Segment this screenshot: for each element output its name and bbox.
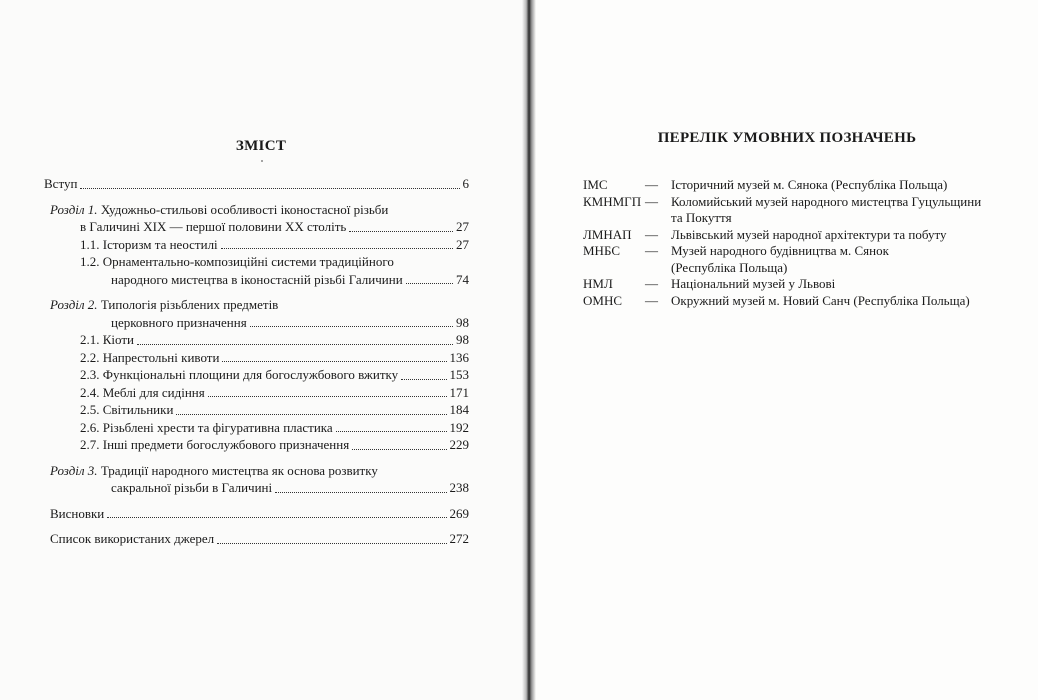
toc-entry-text: 2.4. Меблі для сидіння — [80, 384, 205, 400]
toc-entry-text: 2.5. Світильники — [80, 402, 174, 417]
chapter-label: Розділ 3. — [50, 462, 98, 478]
leader-dots — [352, 449, 446, 450]
toc-entry-text: 1.2. Орнаментально-композиційні системи традиційного — [80, 254, 394, 269]
table-of-contents — [44, 175, 469, 548]
toc-entry-2-7[interactable] — [44, 436, 469, 454]
toc-page-number: 171 — [449, 384, 469, 400]
toc-entry-2-1[interactable] — [44, 331, 469, 349]
dash-separator: — — [645, 193, 658, 209]
abbreviation-code: КМНМГП — [583, 193, 642, 209]
toc-entry-conclusions[interactable] — [44, 505, 469, 523]
toc-entry-text: 2.7. Інші предмети богослужбового призначення — [80, 437, 350, 452]
abbreviation-description: Львівський музей народної архітектури та побуту — [671, 226, 947, 242]
abbreviations-title: ПЕРЕЛІК УМОВНИХ ПОЗНАЧЕНЬ — [657, 130, 917, 146]
toc-title: ЗМІСТ — [235, 138, 287, 154]
toc-entry-chapter-3[interactable] — [44, 479, 469, 497]
abbreviation-description: Національний музей у Львові — [671, 276, 836, 291]
toc-entry-chapter-1-line-1[interactable] — [44, 201, 469, 219]
toc-entry-text: 1.1. Історизм та неостилі — [80, 236, 218, 252]
toc-page-number: 238 — [449, 480, 469, 495]
toc-entry-1-2[interactable] — [44, 271, 469, 289]
dash-separator: — — [645, 292, 658, 308]
abbreviation-row — [583, 227, 1023, 244]
toc-entry-sources[interactable] — [44, 530, 469, 548]
abbreviation-code: ЛМНАП — [583, 226, 632, 242]
toc-page-number: 6 — [462, 176, 469, 191]
toc-page-number: 98 — [456, 332, 469, 347]
dash-separator: — — [645, 243, 658, 258]
leader-dots — [222, 361, 446, 362]
toc-page-number: 272 — [449, 531, 469, 546]
toc-entry-text: сакральної різьби в Галичині — [111, 480, 273, 495]
leader-dots — [137, 344, 453, 345]
toc-entry-2-3[interactable] — [44, 366, 469, 384]
toc-page-number: 136 — [449, 349, 469, 365]
toc-entry-2-6[interactable] — [44, 419, 469, 437]
leader-dots — [176, 414, 446, 415]
toc-entry-2-2[interactable] — [44, 349, 469, 367]
toc-entry-text: Художньо-стильові особливості іконостасної різьби — [100, 201, 389, 217]
toc-entry-text: Висновки — [50, 505, 105, 521]
toc-entry-text: 2.1. Кіоти — [80, 332, 134, 347]
chapter-label: Розділ 2. — [50, 297, 98, 312]
dash-separator: — — [645, 276, 658, 291]
toc-page-number: 27 — [456, 236, 469, 252]
toc-page-number: 27 — [456, 219, 469, 234]
abbreviation-row — [583, 177, 1023, 194]
abbreviation-code: НМЛ — [583, 276, 613, 291]
abbreviation-description: Історичний музей м. Сянока (Республіка Польща) — [671, 177, 948, 192]
dash-separator: — — [645, 177, 658, 192]
toc-entry-text: 2.2. Напрестольні кивоти — [80, 349, 220, 365]
abbreviation-code: ІМС — [583, 177, 608, 192]
toc-entry-1-1[interactable] — [44, 236, 469, 254]
leader-dots — [208, 396, 447, 397]
toc-entry-2-4[interactable] — [44, 384, 469, 402]
toc-entry-text: Типологія різьблених предметів — [100, 297, 279, 312]
leader-dots — [406, 283, 453, 284]
toc-entry-chapter-1[interactable] — [44, 218, 469, 236]
abbreviation-row — [583, 276, 1023, 293]
toc-entry-text: Вступ — [44, 176, 78, 191]
toc-page-number: 184 — [449, 402, 469, 417]
abbreviation-description: Окружний музей м. Новий Санч (Республіка Польща) — [671, 292, 970, 308]
leader-dots — [401, 379, 446, 380]
toc-page-number: 153 — [449, 367, 469, 382]
toc-page-number: 269 — [449, 505, 469, 521]
leader-dots — [275, 492, 446, 493]
leader-dots — [107, 517, 446, 518]
toc-entry-intro[interactable] — [44, 175, 469, 193]
toc-entry-text: Список використаних джерел — [50, 531, 215, 546]
chapter-label: Розділ 1. — [50, 201, 98, 217]
toc-entry-text: в Галичині XIX — першої половини XX століть — [80, 219, 347, 234]
toc-entry-text: Традиції народного мистецтва як основа розвитку — [100, 462, 378, 478]
toc-entry-text: 2.3. Функціональні площини для богослужбового вжитку — [80, 367, 399, 382]
abbreviation-row — [583, 293, 1023, 310]
right-page — [536, 0, 1038, 700]
leader-dots — [217, 543, 446, 544]
ink-speck — [261, 160, 263, 162]
dash-separator: — — [645, 226, 658, 242]
toc-entry-text: 2.6. Різьблені хрести та фігуративна пластика — [80, 419, 333, 435]
toc-entry-chapter-3-line-1[interactable] — [44, 462, 469, 480]
leader-dots — [336, 431, 447, 432]
toc-page-number: 229 — [449, 437, 469, 452]
toc-entry-text: народного мистецтва в іконостасній різьбі Галичини — [111, 271, 403, 287]
toc-entry-chapter-2[interactable] — [44, 314, 469, 332]
leader-dots — [221, 248, 453, 249]
toc-page-number: 192 — [449, 419, 469, 435]
abbreviation-code: МНБС — [583, 243, 620, 258]
abbreviation-description: Музей народного будівництва м. Сянок (Республіка Польща) — [671, 243, 889, 275]
toc-page-number: 98 — [456, 314, 469, 330]
toc-entry-1-2-line-1[interactable] — [44, 253, 469, 271]
abbreviations-list — [583, 177, 1023, 309]
leader-dots — [80, 188, 459, 189]
abbreviation-row — [583, 194, 1023, 227]
book-gutter — [522, 0, 536, 700]
abbreviation-row — [583, 243, 1023, 276]
toc-entry-2-5[interactable] — [44, 401, 469, 419]
toc-page-number: 74 — [456, 271, 469, 287]
abbreviation-description: Коломийський музей народного мистецтва Гуцульщини та Покуття — [671, 193, 982, 225]
toc-entry-text: церковного призначення — [111, 314, 247, 330]
leader-dots — [349, 231, 453, 232]
leader-dots — [250, 326, 453, 327]
abbreviation-code: ОМНС — [583, 292, 623, 308]
toc-entry-chapter-2-line-1[interactable] — [44, 296, 469, 314]
